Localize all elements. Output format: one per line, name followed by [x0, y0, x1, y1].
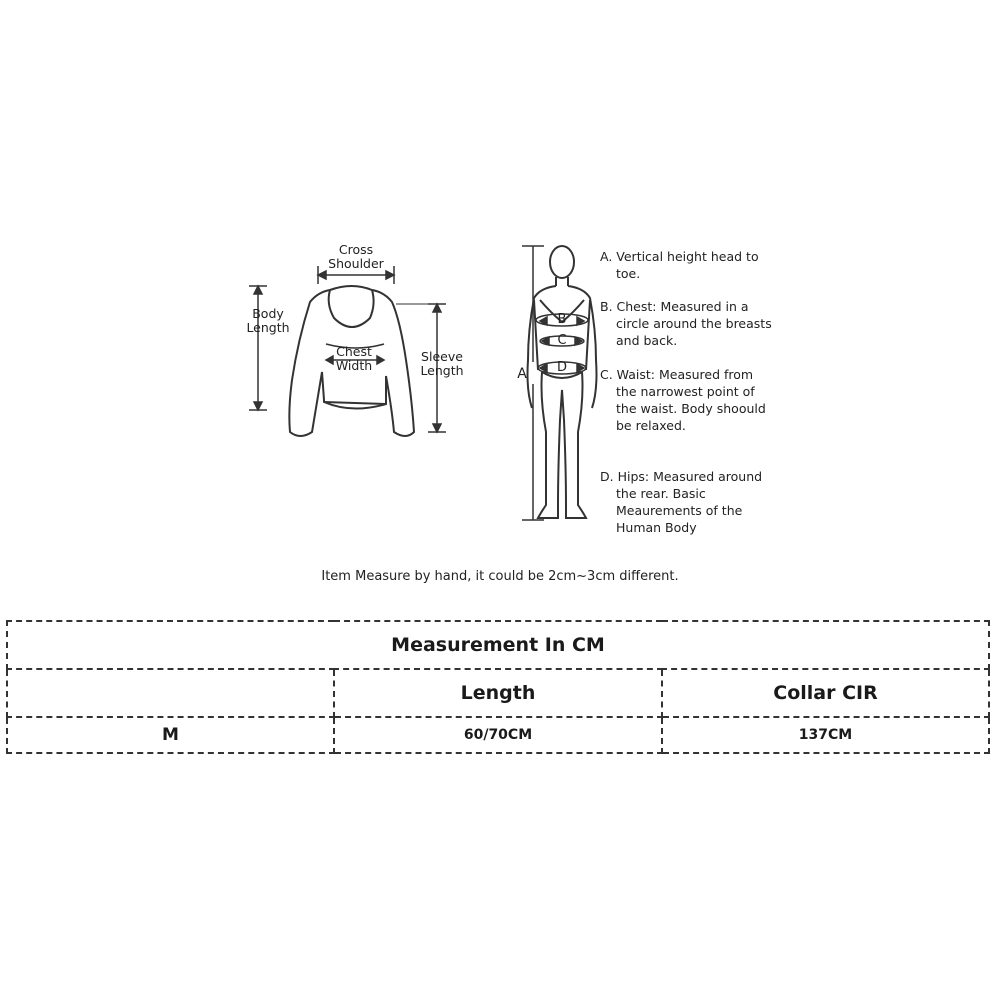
table-header-row [7, 669, 989, 717]
cell-length: 60/70CM [334, 717, 662, 753]
header-length: Length [334, 669, 662, 717]
cell-collar: 137CM [662, 717, 989, 753]
table-title: Measurement In CM [7, 621, 989, 669]
marker-c: C [557, 333, 567, 348]
chest-width-label: Chest Width [335, 344, 373, 373]
header-size [7, 669, 334, 717]
legend-item-a: A. Vertical height head to toe. [600, 249, 759, 281]
marker-a: A [517, 366, 527, 382]
legend-item-d: D. Hips: Measured around the rear. Basic Meaurements of the Human Body [600, 469, 763, 535]
marker-b: B [557, 312, 567, 327]
table-row [7, 717, 989, 753]
table-title-row [7, 621, 989, 669]
body-length-label: Body Length [246, 306, 290, 335]
human-body-illustration [528, 246, 597, 518]
measurement-note: Item Measure by hand, it could be 2cm~3cm different. [321, 569, 679, 584]
size-table [6, 620, 990, 754]
legend-item-c: C. Waist: Measured from the narrowest point of the waist. Body shoould be relaxed. [600, 367, 766, 433]
legend-item-b: B. Chest: Measured in a circle around the breasts and back. [600, 299, 772, 348]
sleeve-length-label: Sleeve Length [420, 349, 464, 378]
cross-shoulder-label: Cross Shoulder [328, 242, 384, 271]
cell-size: M [7, 717, 334, 753]
body-length-arrow [249, 286, 267, 410]
header-collar-cir: Collar CIR [662, 669, 989, 717]
marker-d: D [556, 360, 567, 375]
